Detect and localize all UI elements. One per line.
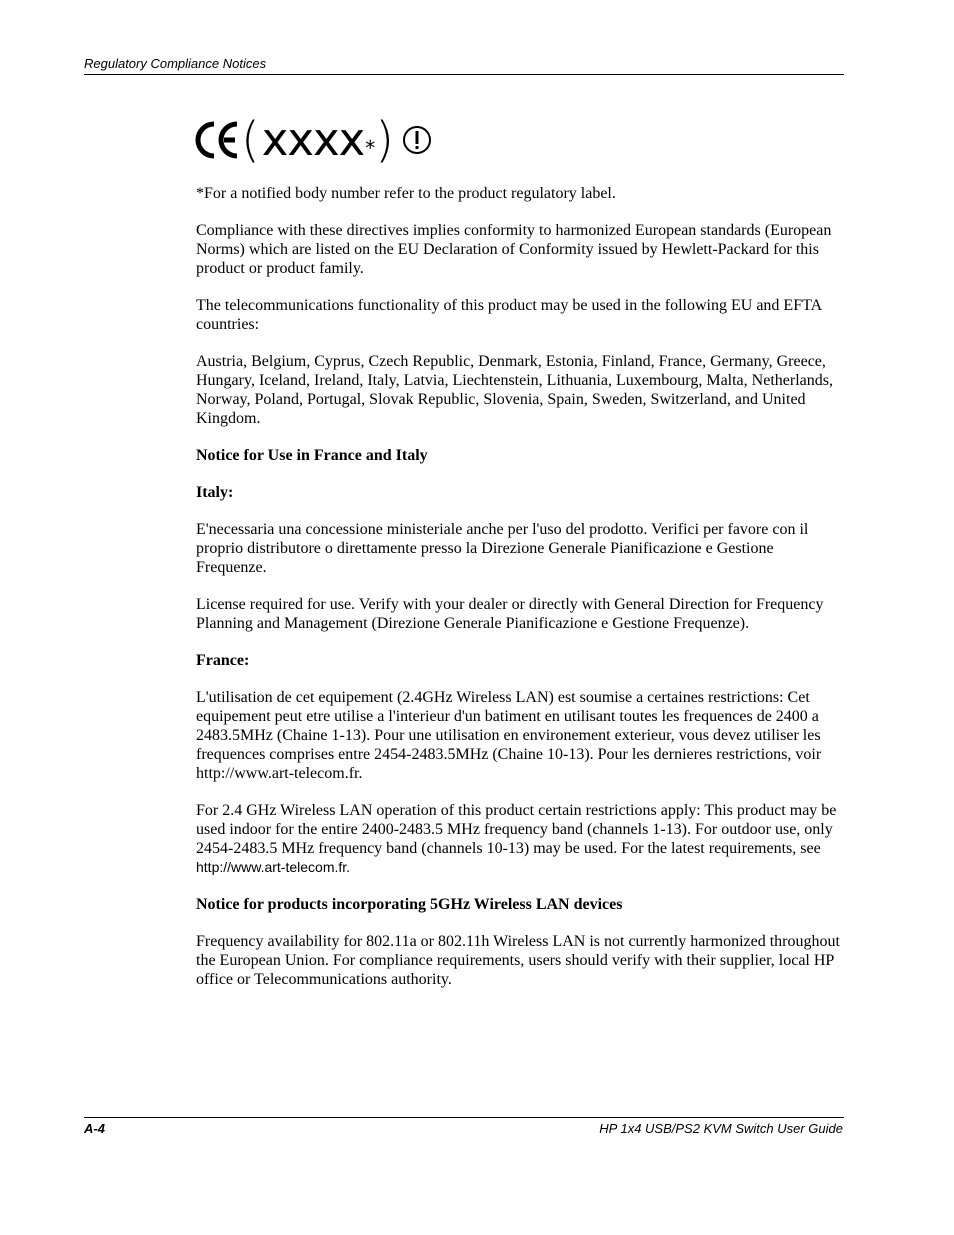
asterisk: * bbox=[365, 136, 376, 160]
notified-body-number: xxxx bbox=[261, 113, 365, 166]
ce-marking bbox=[193, 112, 432, 168]
header-rule bbox=[84, 74, 844, 75]
italy-english-paragraph: License required for use. Verify with your dealer or directly with General Direction for Frequency Planning and Management (Direzione Generale Pianificazione e Gestione Frequenze). bbox=[196, 596, 824, 632]
countries-paragraph: Austria, Belgium, Cyprus, Czech Republic, Denmark, Estonia, Finland, France, Germany, Greece, Hungary, Iceland, Ireland, Italy, Latvia, Liechtenstein, Lithuania, Luxembourg, Malta, Netherlands, Norway, Poland, Portugal, Slovak Republic, Slovenia, Spain, Sweden, Switzerland, and United Kingdom. bbox=[196, 353, 833, 427]
telecom-paragraph: The telecommunications functionality of this product may be used in the following EU and EFTA countries: bbox=[196, 297, 822, 333]
italy-heading: Italy: bbox=[196, 484, 234, 501]
france-french-paragraph: L'utilisation de cet equipement (2.4GHz Wireless LAN) est soumise a certaines restrictions: Cet equipement peut etre utilise a l'interieur d'un batiment en utilisant toutes les frequences de 2400 a 2483.5MHz (Chaine 1-13). Pour une utilisation en environement exterieur, vous devez utiliser les frequences comprises entre 2454-2483.5MHz (Chaine 10-13). Pour les dernieres restrictions, voir http://www.art-telecom.fr. bbox=[196, 689, 822, 782]
page-number: A-4 bbox=[84, 1121, 105, 1136]
notified-body-note: *For a notified body number refer to the product regulatory label. bbox=[196, 185, 616, 202]
art-telecom-link[interactable]: http://www.art-telecom.fr. bbox=[196, 859, 351, 875]
document-body bbox=[196, 184, 846, 1007]
france-italy-heading: Notice for Use in France and Italy bbox=[196, 447, 428, 464]
italy-italian-paragraph: E'necessaria una concessione ministeriale anche per l'uso del prodotto. Verifici per favore con il proprio distributore o direttamente presso la Direzione Generale Pianificazione e Gestione Frequenze. bbox=[196, 521, 809, 576]
footer-rule bbox=[84, 1117, 844, 1118]
ce-mark-icon bbox=[193, 118, 241, 162]
running-header: Regulatory Compliance Notices bbox=[84, 56, 267, 71]
france-heading: France: bbox=[196, 652, 250, 669]
alert-circle-icon bbox=[402, 125, 432, 155]
france-english-text: For 2.4 GHz Wireless LAN operation of this product certain restrictions apply: This product may be used indoor for the entire 2400-2483.5 MHz frequency band (channels 1-13). For outdoor use, only 2454-2483.5 MHz frequency band (channels 10-13) may be used. For the latest requirements, see bbox=[196, 802, 837, 857]
france-english-paragraph bbox=[196, 801, 846, 877]
open-paren: ( bbox=[241, 112, 260, 168]
guide-title: HP 1x4 USB/PS2 KVM Switch User Guide bbox=[599, 1121, 843, 1136]
compliance-paragraph: Compliance with these directives implies conformity to harmonized European standards (European Norms) which are listed on the EU Declaration of Conformity issued by Hewlett-Packard for this product or product family. bbox=[196, 222, 832, 277]
wlan-5ghz-heading: Notice for products incorporating 5GHz Wireless LAN devices bbox=[196, 896, 623, 913]
close-paren: ) bbox=[375, 112, 394, 168]
wlan-5ghz-paragraph: Frequency availability for 802.11a or 802.11h Wireless LAN is not currently harmonized throughout the European Union. For compliance requirements, users should verify with their supplier, local HP office or Telecommunications authority. bbox=[196, 933, 840, 988]
